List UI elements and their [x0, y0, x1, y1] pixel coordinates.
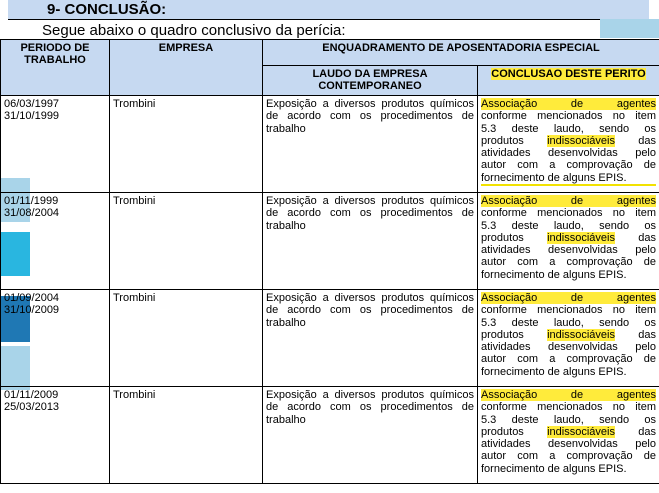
conclusion-cell — [478, 193, 659, 290]
conclusion-word: produtos — [481, 134, 524, 147]
period-start: 01/09/2004 — [4, 292, 60, 304]
header-laudo: LAUDO DA EMPRESA CONTEMPORANEO — [263, 66, 478, 96]
highlight-agents: Associação de agentes — [481, 195, 656, 207]
conclusion-line: atividades desenvolvidas pelo — [481, 341, 656, 354]
table-row — [1, 290, 659, 387]
laudo-cell: Exposição a diversos produtos químicos de acordo com os procedimentos de trabalho — [263, 193, 478, 290]
conclusion-line: fornecimento de alguns EPIS. — [481, 268, 627, 281]
period-cell — [1, 193, 110, 290]
highlight-agents: Associação de agentes — [481, 389, 656, 401]
conclusion-cell — [478, 96, 659, 193]
laudo-cell: Exposição a diversos produtos químicos de acordo com os procedimentos de trabalho — [263, 290, 478, 387]
section-header — [8, 0, 649, 20]
intro-text: Segue abaixo o quadro conclusivo da perícia: — [42, 22, 346, 39]
period-cell — [1, 387, 110, 484]
conclusion-line: autor com a comprovação de — [481, 256, 656, 269]
conclusion-line: conforme mencionados no item — [481, 401, 656, 414]
header-conclusao — [478, 66, 659, 96]
header-periodo: PERIODO DE TRABALHO — [1, 40, 110, 96]
conclusion-word: produtos — [481, 328, 524, 341]
table-row — [1, 96, 659, 193]
highlight-indissociaveis: indissociáveis — [547, 134, 615, 147]
period-start: 01/11/1999 — [4, 195, 59, 207]
period-cell — [1, 290, 110, 387]
header-enquadramento: ENQUADRAMENTO DE APOSENTADORIA ESPECIAL — [263, 40, 659, 66]
conclusion-line: conforme mencionados no item — [481, 207, 656, 220]
conclusion-line: fornecimento de alguns EPIS. — [481, 365, 627, 378]
conclusion-line: autor com a comprovação de — [481, 159, 656, 172]
conclusion-line: atividades desenvolvidas pelo — [481, 244, 656, 257]
period-start: 06/03/1997 — [4, 98, 60, 110]
conclusion-line: conforme mencionados no item — [481, 110, 656, 123]
conclusion-word: das — [638, 328, 656, 341]
header-conclusao-text: CONCLUSAO DESTE PERITO — [491, 68, 646, 80]
conclusion-line: autor com a comprovação de — [481, 353, 656, 366]
conclusion-line: atividades desenvolvidas pelo — [481, 438, 656, 451]
table-row — [1, 193, 659, 290]
highlight-agents: Associação de agentes — [481, 98, 656, 110]
conclusion-line: fornecimento de alguns EPIS. — [481, 172, 656, 186]
company-cell: Trombini — [110, 96, 263, 193]
period-end: 31/10/1999 — [4, 110, 60, 123]
conclusion-line: fornecimento de alguns EPIS. — [481, 462, 627, 475]
conclusion-table — [0, 39, 659, 484]
conclusion-line: 5.3 deste laudo, sendo os — [481, 219, 656, 232]
company-cell: Trombini — [110, 387, 263, 484]
highlight-indissociaveis: indissociáveis — [547, 328, 615, 341]
laudo-cell: Exposição a diversos produtos químicos de acordo com os procedimentos de trabalho — [263, 96, 478, 193]
table-row — [1, 387, 659, 484]
highlight-indissociaveis: indissociáveis — [547, 425, 615, 438]
laudo-cell: Exposição a diversos produtos químicos de acordo com os procedimentos de trabalho — [263, 387, 478, 484]
conclusion-cell — [478, 387, 659, 484]
period-end: 31/08/2004 — [4, 207, 60, 220]
decorative-block — [600, 19, 659, 38]
conclusion-word: das — [638, 425, 656, 438]
conclusion-word: das — [638, 231, 656, 244]
period-end: 25/03/2013 — [4, 401, 60, 414]
conclusion-line: 5.3 deste laudo, sendo os — [481, 413, 656, 426]
conclusion-line: conforme mencionados no item — [481, 304, 656, 317]
period-start: 01/11/2009 — [4, 389, 59, 401]
conclusion-line: 5.3 deste laudo, sendo os — [481, 316, 656, 329]
highlight-agents: Associação de agentes — [481, 292, 656, 304]
conclusion-word: produtos — [481, 425, 524, 438]
company-cell: Trombini — [110, 290, 263, 387]
conclusion-cell — [478, 290, 659, 387]
conclusion-line: autor com a comprovação de — [481, 450, 656, 463]
section-title: 9- CONCLUSÃO: — [47, 1, 167, 18]
conclusion-word: das — [638, 134, 656, 147]
header-empresa: EMPRESA — [110, 40, 263, 96]
conclusion-line: atividades desenvolvidas pelo — [481, 147, 656, 160]
period-end: 31/10/2009 — [4, 304, 60, 317]
highlight-indissociaveis: indissociáveis — [547, 231, 615, 244]
conclusion-line: 5.3 deste laudo, sendo os — [481, 122, 656, 135]
period-cell — [1, 96, 110, 193]
conclusion-word: produtos — [481, 231, 524, 244]
company-cell: Trombini — [110, 193, 263, 290]
